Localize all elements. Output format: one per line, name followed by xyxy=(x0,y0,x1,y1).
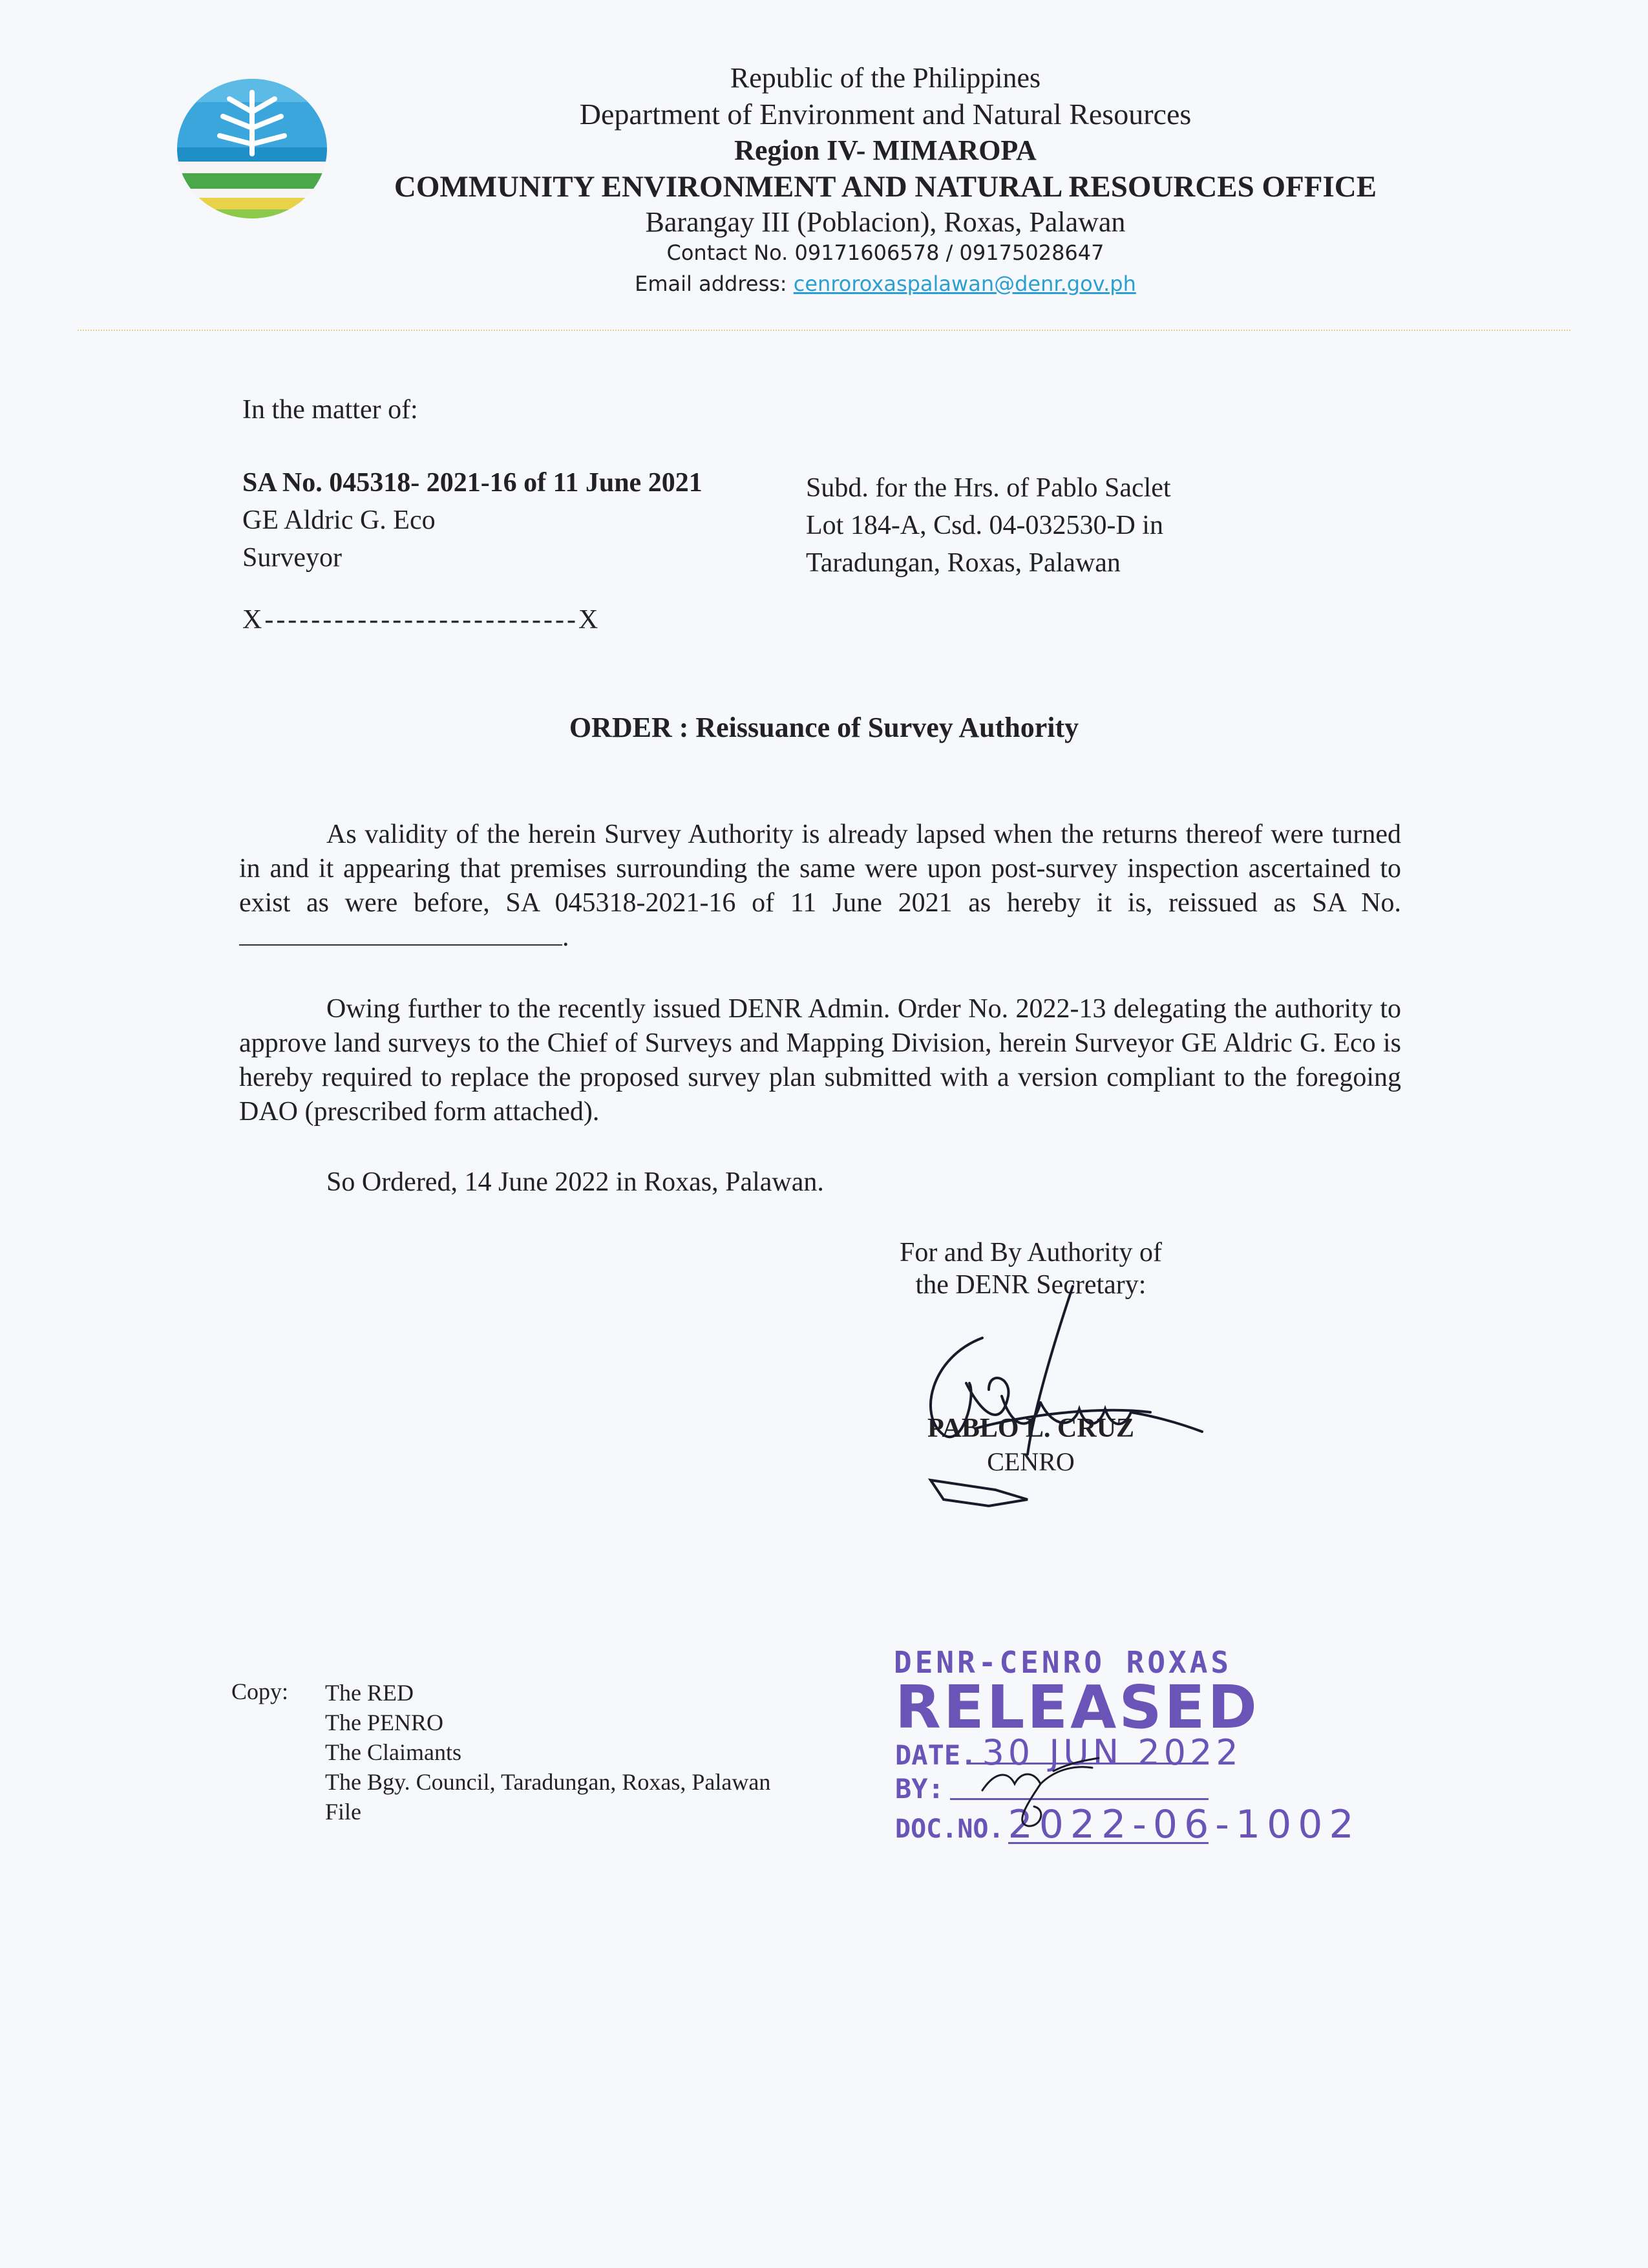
email-link[interactable]: cenroroxaspalawan@denr.gov.ph xyxy=(793,271,1136,296)
sa-number-blank xyxy=(239,922,562,946)
order-paragraph-2-text: Owing further to the recently issued DENR Admin. Order No. 2022-13 delegating the authority to approve land surveys to the Chief of Surveys and Mapping Division, herein Surveyor GE Aldric G. Eco is hereby required to replace the proposed survey plan submitted with a version compliant to the foregoing DAO (prescribed form attached). xyxy=(239,994,1401,1127)
signatory-name: PABLO L. CRUZ xyxy=(927,1414,1135,1443)
contact-label: Contact No. xyxy=(666,240,788,265)
matter-subject-block xyxy=(806,469,1171,582)
stamp-status: RELEASED xyxy=(895,1673,1260,1742)
surveyor-role: Surveyor xyxy=(242,543,342,573)
header-region: Region IV- MIMAROPA xyxy=(734,134,1037,166)
stamp-date-value: 30 JUN 2022 xyxy=(982,1732,1242,1773)
signatory-title: CENRO xyxy=(987,1447,1075,1476)
copy-recipient: The Bgy. Council, Taradungan, Roxas, Palawan xyxy=(325,1769,771,1795)
matter-separator: X---------------------------X xyxy=(242,605,601,635)
order-title: ORDER : Reissuance of Survey Authority xyxy=(569,712,1079,743)
authority-line-1: For and By Authority of xyxy=(900,1238,1162,1267)
copy-recipient: The RED xyxy=(325,1680,414,1706)
handwritten-signature xyxy=(905,1267,1267,1525)
stamp-by-label: BY: xyxy=(895,1773,944,1805)
copy-recipients xyxy=(325,1678,770,1827)
order-paragraph-1-text: As validity of the herein Survey Authority is already lapsed when the returns thereof were turned in and it appearing that premises surrounding the same were upon post-survey inspection ascertained to exist as were before, SA 045318-2021-16 of 11 June 2021 as hereby it is, reissued as SA No. xyxy=(239,820,1401,918)
subject-line-1: Subd. for the Hrs. of Pablo Saclet xyxy=(806,473,1171,503)
header-email xyxy=(336,271,1435,296)
denr-logo-icon xyxy=(174,76,330,226)
copy-recipient: The Claimants xyxy=(325,1739,461,1765)
order-paragraph-2 xyxy=(239,992,1401,1129)
order-paragraph-1-end: . xyxy=(562,922,569,952)
header-contact xyxy=(336,240,1435,265)
header-department: Department of Environment and Natural Resources xyxy=(579,98,1192,131)
surveyor-name: GE Aldric G. Eco xyxy=(242,505,436,535)
stamp-initials-signature xyxy=(969,1745,1137,1836)
email-label: Email address: xyxy=(635,271,787,296)
contact-value: 09171606578 / 09175028647 xyxy=(794,240,1104,265)
matter-sa-block xyxy=(242,464,703,577)
copy-recipient: File xyxy=(325,1799,362,1825)
header-address: Barangay III (Poblacion), Roxas, Palawan xyxy=(645,206,1126,238)
order-paragraph-1 xyxy=(239,818,1401,955)
matter-label: In the matter of: xyxy=(242,395,418,425)
header-office: COMMUNITY ENVIRONMENT AND NATURAL RESOURCES OFFICE xyxy=(394,170,1377,204)
stamp-doc-line xyxy=(1008,1842,1209,1844)
stamp-office: DENR-CENRO ROXAS xyxy=(894,1645,1232,1680)
authority-line-2: the DENR Secretary: xyxy=(915,1270,1146,1300)
stamp-doc-value: 2022-06-1002 xyxy=(1008,1802,1360,1847)
so-ordered: So Ordered, 14 June 2022 in Roxas, Palawan. xyxy=(326,1167,824,1197)
subject-line-2: Lot 184-A, Csd. 04-032530-D in xyxy=(806,511,1163,540)
sa-number: SA No. 045318- 2021-16 of 11 June 2021 xyxy=(242,468,703,498)
header-divider xyxy=(78,330,1570,331)
subject-line-3: Taradungan, Roxas, Palawan xyxy=(806,548,1121,578)
stamp-doc-label: DOC.NO. xyxy=(895,1814,1004,1844)
copy-label: Copy: xyxy=(231,1679,289,1704)
stamp-date-label: DATE. xyxy=(895,1739,977,1771)
header-republic: Republic of the Philippines xyxy=(730,62,1041,94)
copy-recipient: The PENRO xyxy=(325,1710,443,1735)
